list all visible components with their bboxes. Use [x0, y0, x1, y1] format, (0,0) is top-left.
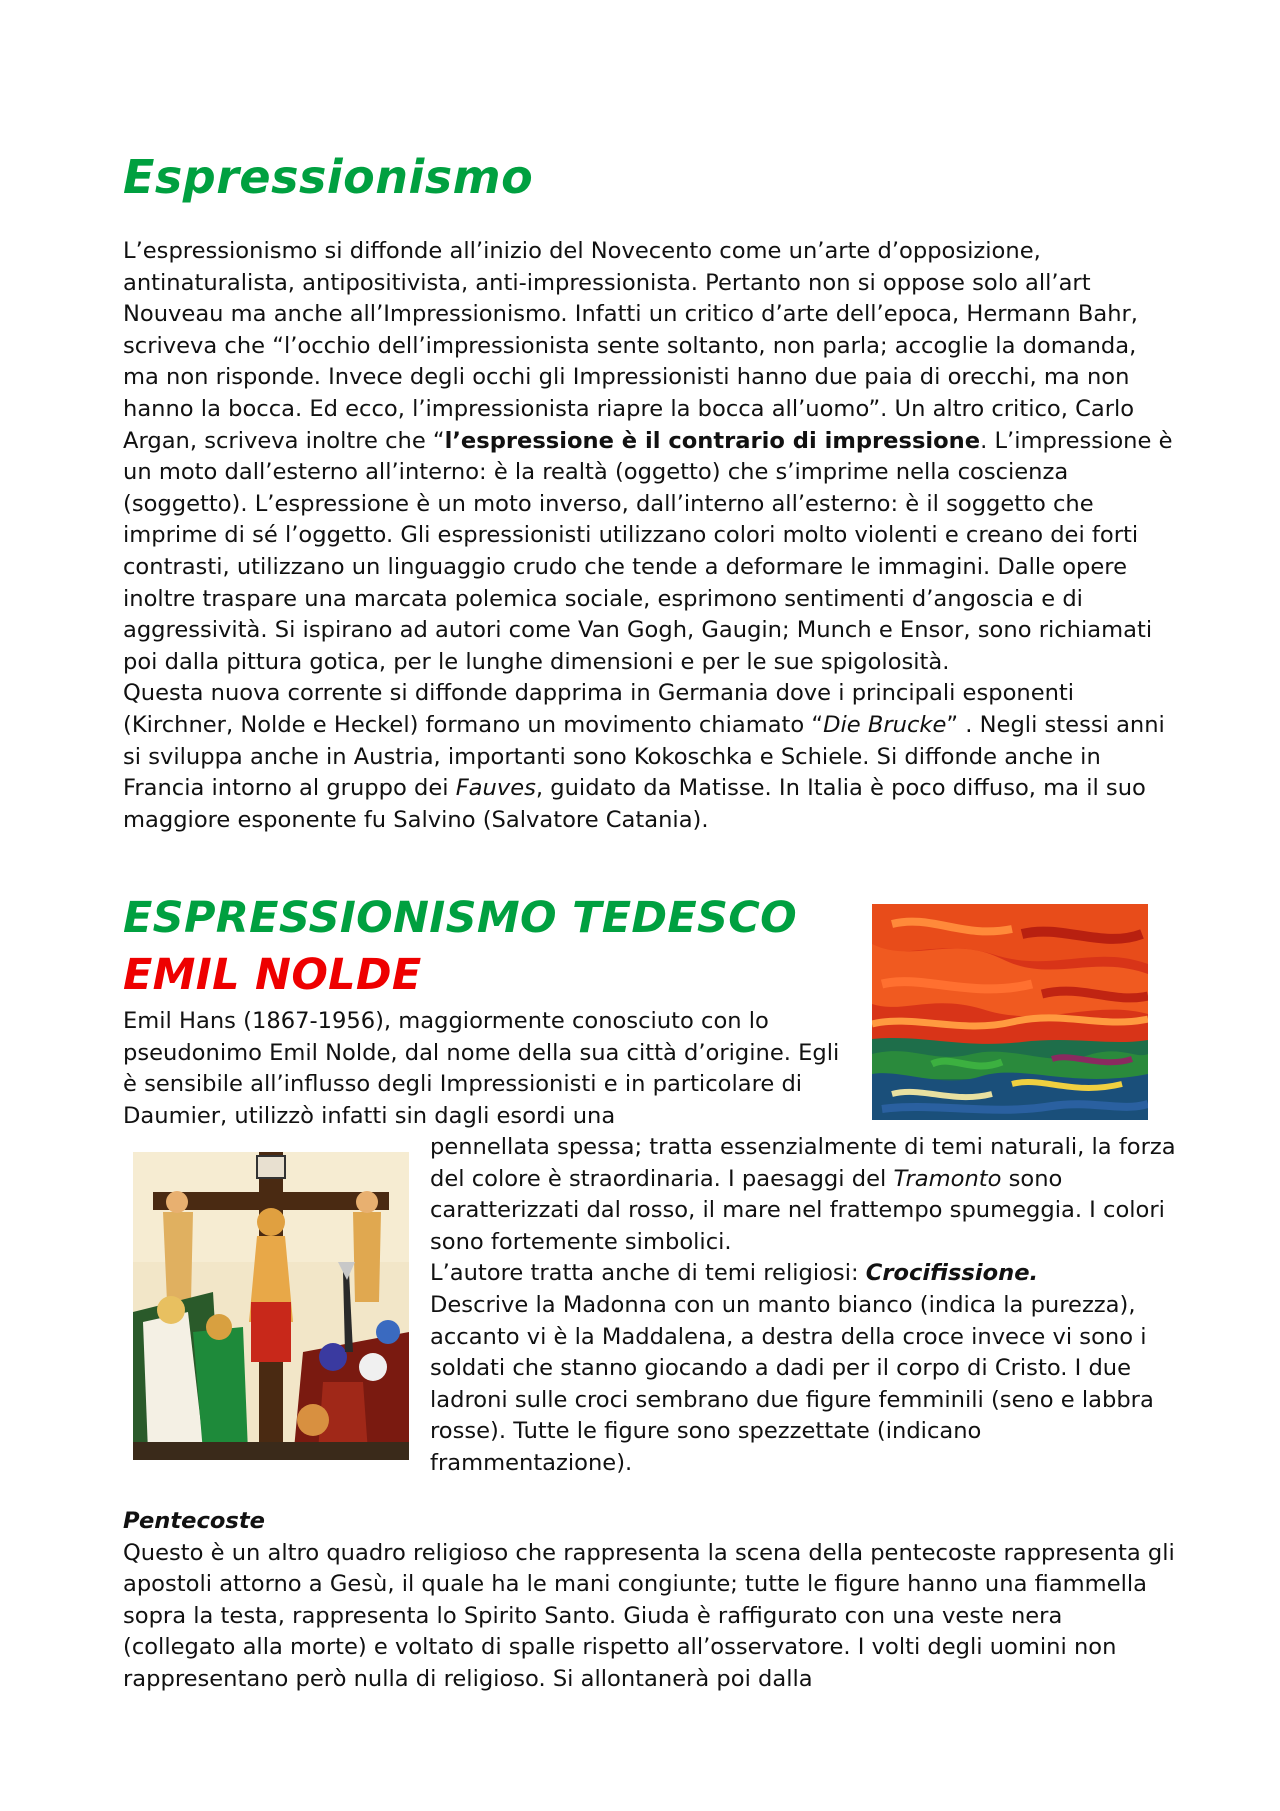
nolde-continuation-paragraph: [430, 1132, 1190, 1258]
section-heading: ESPRESSIONISMO TEDESCO: [123, 893, 798, 943]
page-title: Espressionismo: [123, 150, 534, 204]
tramonto-work-title: Tramonto: [893, 1165, 1002, 1192]
intro-p2-die-brucke: Die Brucke: [823, 711, 947, 738]
pentecoste-description: Questo è un altro quadro religioso che rappresenta la scena della pentecoste rappresenta gli apostoli attorno a Gesù, il quale ha le mani congiunte; tutte le figure hanno una fiammella sopra la testa, rappresenta lo Spirito Santo. Giuda è raffigurato con una veste nera (collegato alla morte) e voltato di spalle rispetto all’osservatore. I volti degli uomini non rappresentano però nulla di religioso. Si allontanerà poi dalla: [123, 1539, 1175, 1692]
tramonto-painting-svg: [872, 904, 1148, 1120]
crocifissione-description: Descrive la Madonna con un manto bianco (indica la purezza), accanto vi è la Maddalena, a destra della croce invece vi sono i soldati che stanno giocando a dadi per il corpo di Cristo. I due ladroni sulle croci sembrano due figure femminili (seno e labbra rosse). Tutte le figure sono spezzettate (indicano frammentazione).: [430, 1291, 1154, 1476]
nolde-intro-paragraph: Emil Hans (1867-1956), maggiormente conosciuto con lo pseudonimo Emil Nolde, dal nome della sua città d’origine. Egli è sensibile all’influsso degli Impressionisti e in particolare di Daumier, utilizzò infatti sin dagli esordi una: [123, 1008, 840, 1129]
intro-p2-fauves: Fauves: [455, 775, 536, 802]
intro-paragraph-2: [123, 678, 1178, 836]
intro-p2-text-b: ” . Negli stessi anni si sviluppa anche in Austria, importanti sono Kokoschka e Schiele. Si diffonde anche in Francia intorno al gruppo dei: [123, 711, 1165, 802]
crocifissione-painting-image: [133, 1152, 409, 1460]
pentecoste-section: [123, 1506, 1178, 1696]
crocifissione-paragraph: [430, 1258, 1190, 1479]
intro-paragraph-1: [123, 236, 1178, 678]
intro-section: [123, 236, 1178, 836]
crocifissione-section: [430, 1132, 1190, 1480]
nolde-cont-text-b: sono caratterizzati dal rosso, il mare nel frattempo spumeggia. I colori sono fortemente simbolici.: [430, 1165, 1165, 1255]
crocifissione-lead: L’autore tratta anche di temi religiosi:: [430, 1260, 866, 1287]
intro-p1-text-a: L’espressionismo si diffonde all’inizio del Novecento come un’arte d’opposizione, antinaturalista, antipositivista, anti-impressionista. Pertanto non si oppose solo all’art Nouveau ma anche all’Impressionismo. Infatti un critico d’arte dell’epoca, Hermann Bahr, scriveva che “l’occhio dell’impressionista sente soltanto, non parla; accoglie la domanda, ma non risponde. Invece degli occhi gli Impressionisti hanno due paia di orecchi, ma non hanno la bocca. Ed ecco, l’impressionista riapre la bocca all’uomo”. Un altro critico, Carlo Argan, scriveva inoltre che “: [123, 238, 1138, 454]
intro-p2-text-a: Questa nuova corrente si diffonde dapprima in Germania dove i principali esponenti (Kirchner, Nolde e Heckel) formano un movimento chiamato “: [123, 680, 1075, 738]
tramonto-painting-image: [872, 904, 1148, 1120]
crocifissione-painting-svg: [133, 1152, 409, 1460]
intro-p2-text-c: , guidato da Matisse. In Italia è poco diffuso, ma il suo maggiore esponente fu Salvino (Salvatore Catania).: [123, 775, 1146, 833]
intro-p1-text-b: . L’impressione è un moto dall’esterno all’interno: è la realtà (oggetto) che s’imprime nella coscienza (soggetto). L’espressione è un moto inverso, dall’interno all’esterno: è il soggetto che imprime di sé l’oggetto. Gli espressionisti utilizzano colori molto violenti e creano dei forti contrasti, utilizzano un linguaggio crudo che tende a deformare le immagini. Dalle opere inoltre traspare una marcata polemica sociale, esprimono sentimenti d’angoscia e di aggressività. Si ispirano ad autori come Van Gogh, Gaugin; Munch e Ensor, sono richiamati poi dalla pittura gotica, per le lunghe dimensioni e per le sue spigolosità.: [123, 427, 1173, 675]
nolde-cont-text-a: pennellata spessa; tratta essenzialmente di temi naturali, la forza del colore è straordinaria. I paesaggi del: [430, 1134, 1176, 1192]
pentecoste-heading: Pentecoste: [123, 1508, 265, 1534]
intro-p1-bold-quote: l’espressione è il contrario di impressione: [444, 427, 981, 454]
crocifissione-work-title: Crocifissione.: [865, 1260, 1039, 1287]
artist-heading: EMIL NOLDE: [123, 950, 422, 1000]
